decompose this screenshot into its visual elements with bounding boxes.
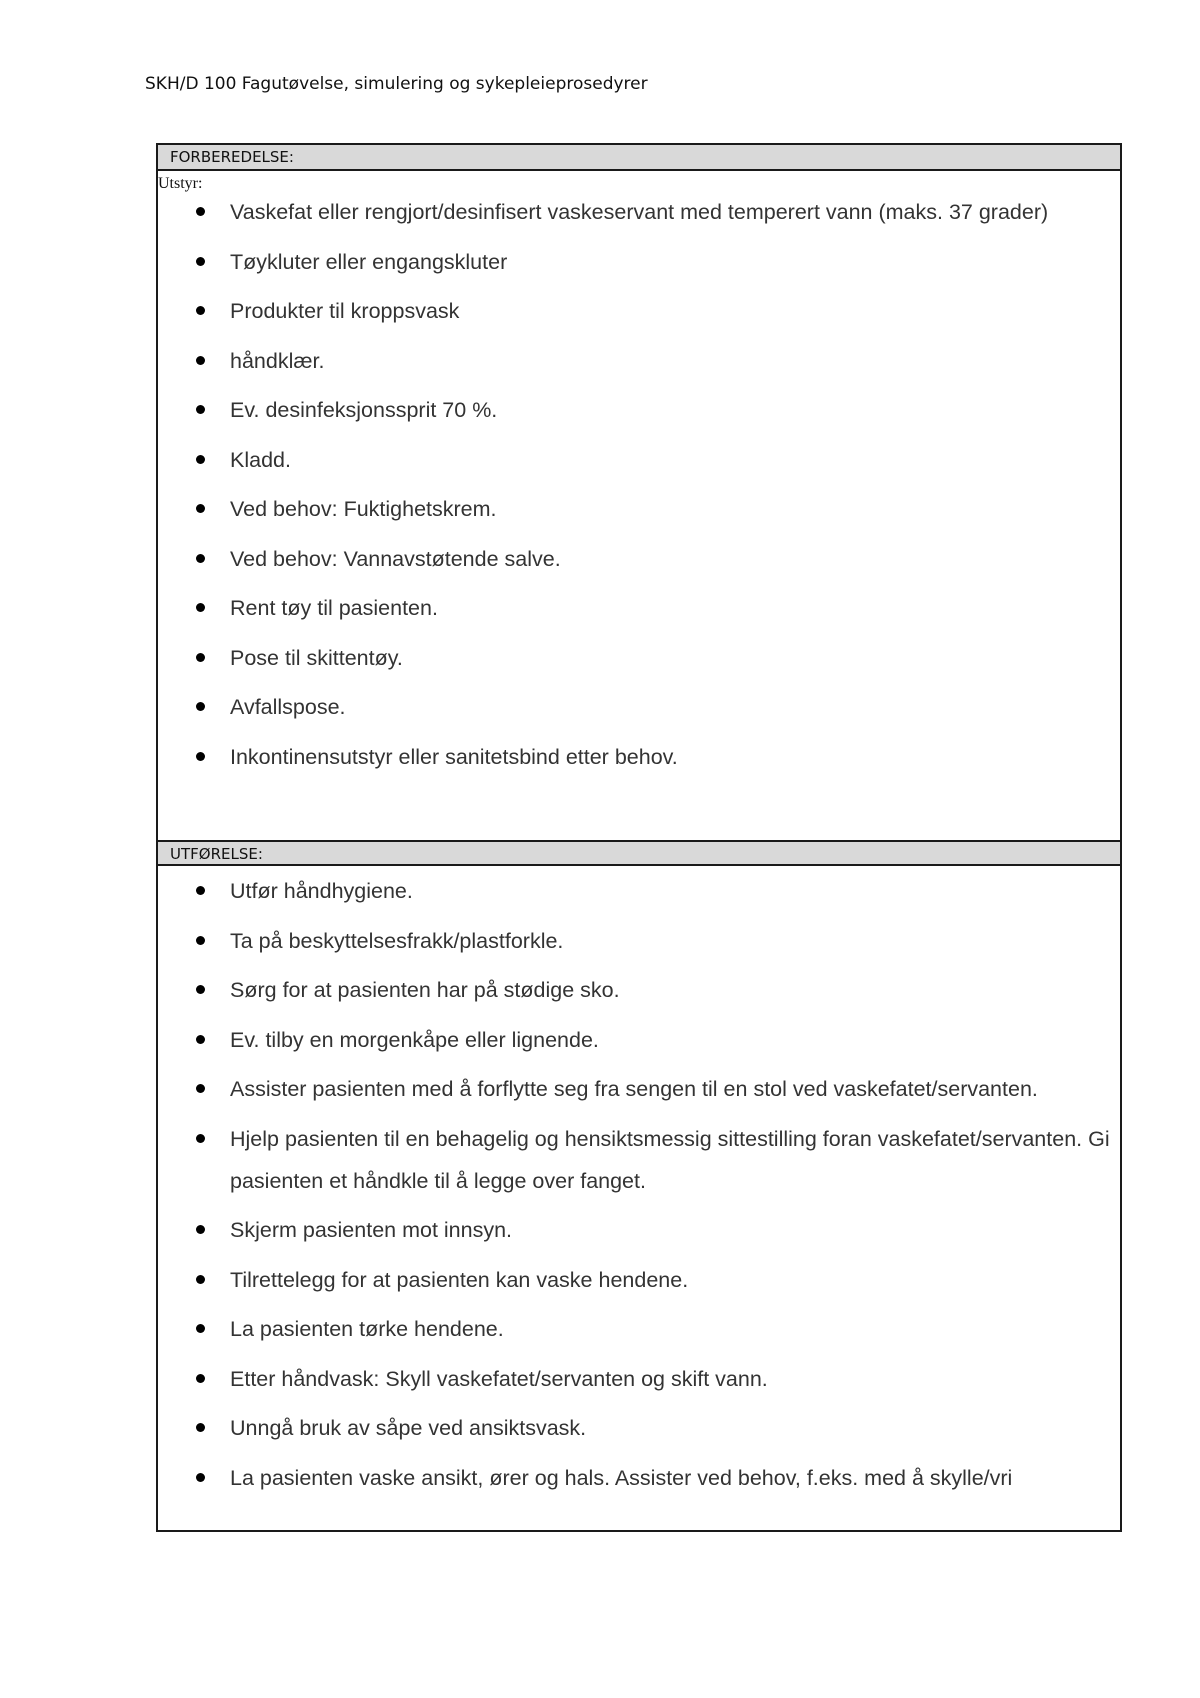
list-item: Produkter til kroppsvask (158, 290, 1120, 332)
list-item: Kladd. (158, 439, 1120, 481)
list-item: Avfallspose. (158, 686, 1120, 728)
list-item: Sørg for at pasienten har på stødige sko. (158, 969, 1120, 1011)
list-item: La pasienten tørke hendene. (158, 1308, 1120, 1350)
equipment-label: Utstyr: (158, 175, 203, 192)
list-item: Vaskefat eller rengjort/desinfisert vaskeservant med temperert vann (maks. 37 grader) (158, 191, 1120, 233)
list-item: Inkontinensutstyr eller sanitetsbind etter behov. (158, 736, 1120, 778)
list-item: Ved behov: Fuktighetskrem. (158, 488, 1120, 530)
list-item: Rent tøy til pasienten. (158, 587, 1120, 629)
list-item: La pasienten vaske ansikt, ører og hals. Assister ved behov, f.eks. med å skylle/vri (158, 1457, 1120, 1499)
list-item: Ta på beskyttelsesfrakk/plastforkle. (158, 920, 1120, 962)
procedure-table (156, 143, 1122, 1532)
list-item: håndklær. (158, 340, 1120, 382)
list-item: Hjelp pasienten til en behagelig og hensiktsmessig sittestilling foran vaskefatet/servanten. Gi pasienten et håndkle til å legge over fanget. (158, 1118, 1120, 1202)
list-item: Unngå bruk av såpe ved ansiktsvask. (158, 1407, 1120, 1449)
list-item: Tøykluter eller engangskluter (158, 241, 1120, 283)
list-item: Assister pasienten med å forflytte seg fra sengen til en stol ved vaskefatet/servanten. (158, 1068, 1120, 1110)
list-item: Skjerm pasienten mot innsyn. (158, 1209, 1120, 1251)
preparation-heading: FORBEREDELSE: (158, 145, 1120, 171)
page-header: SKH/D 100 Fagutøvelse, simulering og sykepleieprosedyrer (145, 74, 648, 94)
equipment-list (158, 191, 1120, 785)
list-item: Ved behov: Vannavstøtende salve. (158, 538, 1120, 580)
execution-heading: UTFØRELSE: (158, 840, 1120, 866)
list-item: Ev. tilby en morgenkåpe eller lignende. (158, 1019, 1120, 1061)
list-item: Etter håndvask: Skyll vaskefatet/servanten og skift vann. (158, 1358, 1120, 1400)
list-item: Ev. desinfeksjonssprit 70 %. (158, 389, 1120, 431)
execution-list (158, 870, 1120, 1506)
list-item: Pose til skittentøy. (158, 637, 1120, 679)
list-item: Utfør håndhygiene. (158, 870, 1120, 912)
list-item: Tilrettelegg for at pasienten kan vaske hendene. (158, 1259, 1120, 1301)
